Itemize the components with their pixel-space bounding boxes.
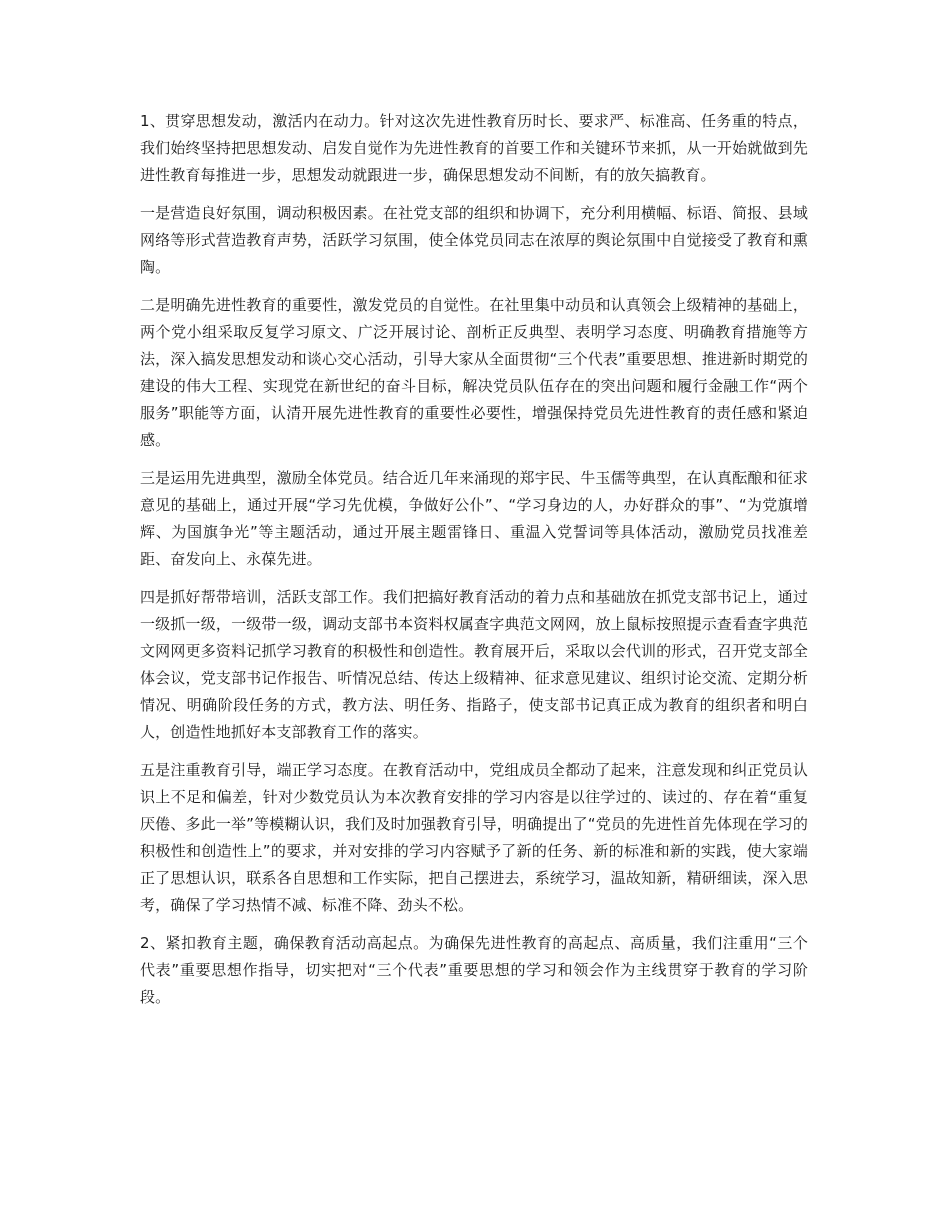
- paragraph-point-5: 五是注重教育引导，端正学习态度。在教育活动中，党组成员全都动了起来，注意发现和纠正党员认识上不足和偏差，针对少数党员认为本次教育安排的学习内容是以往学过的、读过的、存在着“重复厌倦、多此一举”等模糊认识，我们及时加强教育引导，明确提出了“党员的先进性首先体现在学习的积极性和创造性上”的要求，并对安排的学习内容赋予了新的任务、新的标准和新的实践，使大家端正了思想认识，联系各自思想和工作实际，把自己摆进去，系统学习，温故知新，精研细读，深入思考，确保了学习热情不减、标准不降、劲头不松。: [140, 761, 808, 914]
- paragraph-point-3: 三是运用先进典型，激励全体党员。结合近几年来涌现的郑宇民、牛玉儒等典型，在认真酝酿和征求意见的基础上，通过开展“学习先优模，争做好公仆”、“学习身边的人，办好群众的事”、“为党旗增辉、为国旗争光”等主题活动，通过开展主题雷锋日、重温入党誓词等具体活动，激励党员找准差距、奋发向上、永葆先进。: [140, 469, 808, 568]
- paragraph-point-2: 二是明确先进性教育的重要性，激发党员的自觉性。在社里集中动员和认真领会上级精神的基础上，两个党小组采取反复学习原文、广泛开展讨论、剖析正反典型、表明学习态度、明确教育措施等方法，深入搞发思想发动和谈心交心活动，引导大家从全面贯彻“三个代表”重要思想、推进新时期党的建设的伟大工程、实现党在新世纪的奋斗目标，解决党员队伍存在的突出问题和履行金融工作“两个服务”职能等方面，认清开展先进性教育的重要性必要性，增强保持党员先进性教育的责任感和紧迫感。: [140, 296, 808, 449]
- paragraph-section-1: 1、贯穿思想发动，激活内在动力。针对这次先进性教育历时长、要求严、标准高、任务重的特点，我们始终坚持把思想发动、启发自觉作为先进性教育的首要工作和关键环节来抓，从一开始就做到先进性教育每推进一步，思想发动就跟进一步，确保思想发动不间断，有的放矢搞教育。: [140, 112, 808, 184]
- document-body: [140, 108, 808, 1022]
- paragraph-section-2: 2、紧扣教育主题，确保教育活动高起点。为确保先进性教育的高起点、高质量，我们注重用“三个代表”重要思想作指导，切实把对“三个代表”重要思想的学习和领会作为主线贯穿于教育的学习阶段。: [140, 934, 808, 1006]
- paragraph-point-1: 一是营造良好氛围，调动积极因素。在社党支部的组织和协调下，充分利用横幅、标语、简报、县域网络等形式营造教育声势，活跃学习氛围，使全体党员同志在浓厚的舆论氛围中自觉接受了教育和熏陶。: [140, 204, 808, 276]
- paragraph-point-4: 四是抓好帮带培训，活跃支部工作。我们把搞好教育活动的着力点和基础放在抓党支部书记上，通过一级抓一级，一级带一级，调动支部书本资料权属查字典范文网网，放上鼠标按照提示查看查字典范文网网更多资料记抓学习教育的积极性和创造性。教育展开后，采取以会代训的形式，召开党支部全体会议，党支部书记作报告、听情况总结、传达上级精神、征求意见建议、组织讨论交流、定期分析情况、明确阶段任务的方式，教方法、明任务、指路子，使支部书记真正成为教育的组织者和明白人，创造性地抓好本支部教育工作的落实。: [140, 588, 808, 741]
